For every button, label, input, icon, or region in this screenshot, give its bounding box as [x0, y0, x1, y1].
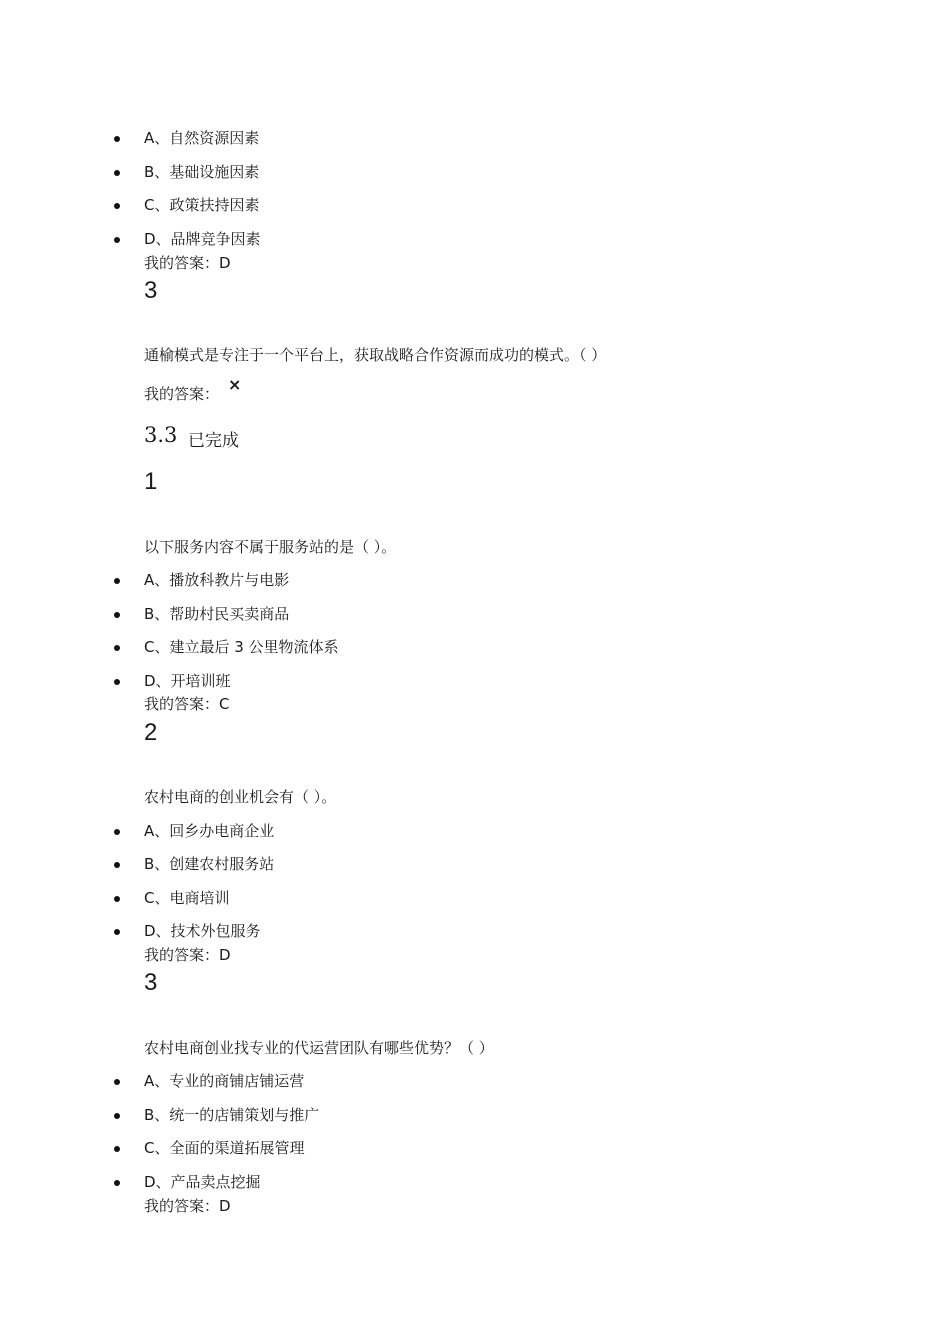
option-b: B、统一的店铺策划与推广	[144, 1106, 320, 1124]
question-stem: 农村电商的创业机会有（ ）。	[144, 788, 337, 806]
section-status: 已完成	[188, 431, 239, 451]
bullet	[114, 679, 120, 685]
option-b: B、基础设施因素	[144, 163, 260, 181]
bullet	[114, 612, 120, 618]
option-d: D、品牌竞争因素	[144, 230, 261, 248]
bullet	[114, 1079, 120, 1085]
option-d: D、技术外包服务	[144, 922, 261, 940]
my-answer: 我的答案：C	[144, 695, 230, 713]
my-answer: 我的答案：D	[144, 1197, 231, 1215]
bullet	[114, 1146, 120, 1152]
bullet	[114, 896, 120, 902]
bullet	[114, 203, 120, 209]
question-stem: 以下服务内容不属于服务站的是（ ）。	[144, 538, 397, 556]
section-number: 3.3	[144, 423, 178, 447]
question-stem: 通榆模式是专注于一个平台上，获取战略合作资源而成功的模式。（ ）	[144, 346, 607, 364]
option-b: B、帮助村民买卖商品	[144, 605, 290, 623]
bullet	[114, 829, 120, 835]
bullet	[114, 645, 120, 651]
question-number: 3	[144, 277, 158, 304]
option-d: D、产品卖点挖掘	[144, 1173, 261, 1191]
my-answer-label: 我的答案：	[144, 385, 220, 403]
wrong-mark-icon: ×	[228, 375, 242, 394]
my-answer: 我的答案：D	[144, 946, 231, 964]
bullet	[114, 929, 120, 935]
bullet	[114, 1113, 120, 1119]
bullet	[114, 578, 120, 584]
question-number: 3	[144, 969, 158, 996]
bullet	[114, 170, 120, 176]
question-number: 2	[144, 719, 158, 746]
question-stem: 农村电商创业找专业的代运营团队有哪些优势？（ ）	[144, 1039, 494, 1057]
option-c: C、政策扶持因素	[144, 196, 260, 214]
option-a: A、回乡办电商企业	[144, 822, 275, 840]
option-b: B、创建农村服务站	[144, 855, 275, 873]
question-number: 1	[144, 468, 158, 495]
option-a: A、播放科教片与电影	[144, 571, 290, 589]
option-c: C、建立最后 3 公里物流体系	[144, 638, 339, 656]
option-a: A、自然资源因素	[144, 129, 260, 147]
bullet	[114, 1180, 120, 1186]
option-d: D、开培训班	[144, 672, 231, 690]
my-answer: 我的答案：D	[144, 254, 231, 272]
option-a: A、专业的商铺店铺运营	[144, 1072, 305, 1090]
bullet	[114, 862, 120, 868]
bullet	[114, 237, 120, 243]
bullet	[114, 136, 120, 142]
option-c: C、电商培训	[144, 889, 230, 907]
option-c: C、全面的渠道拓展管理	[144, 1139, 305, 1157]
